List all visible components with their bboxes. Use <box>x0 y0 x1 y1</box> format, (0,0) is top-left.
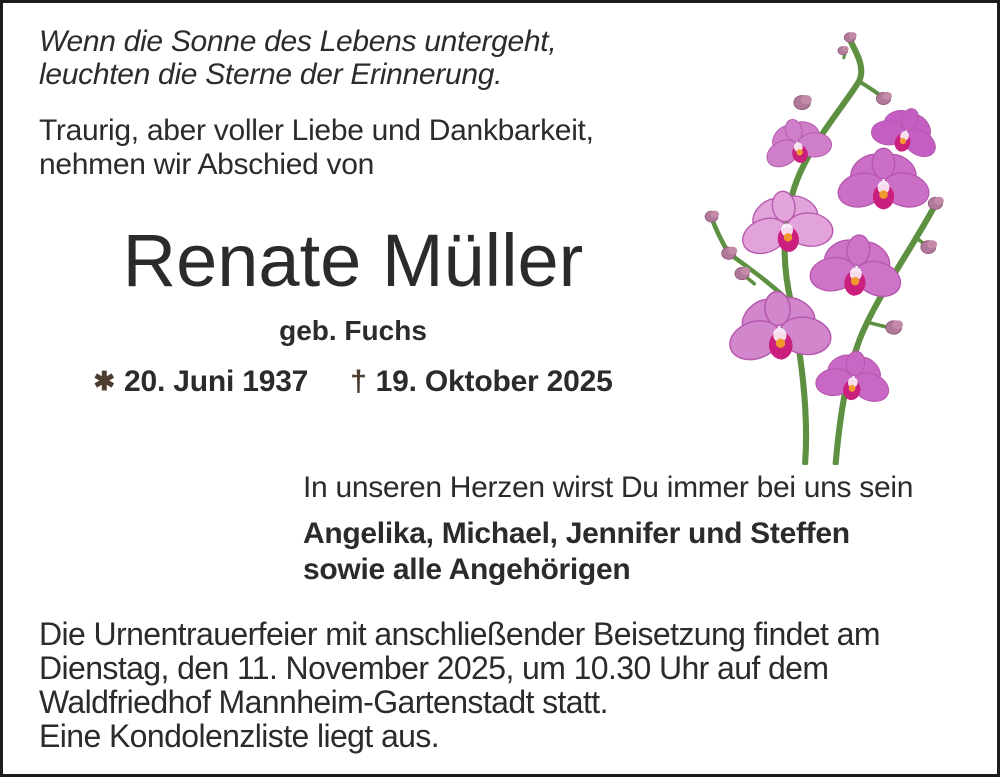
birth-star-icon: ✱ <box>93 366 115 396</box>
memorial-quote <box>39 25 556 91</box>
maiden-name: geb. Fuchs <box>279 315 427 346</box>
funeral-info <box>39 617 880 753</box>
mourners-line2: sowie alle Angehörigen <box>303 553 631 586</box>
orchid-image <box>683 17 968 465</box>
intro-line2: nehmen wir Abschied von <box>39 148 374 181</box>
death-cross-icon: † <box>350 365 367 398</box>
life-dates <box>3 365 703 399</box>
funeral-info-line3: Waldfriedhof Mannheim-Gartenstadt statt. <box>39 684 608 720</box>
mourners <box>303 516 850 588</box>
funeral-info-line4: Eine Kondolenzliste liegt aus. <box>39 718 440 754</box>
funeral-info-line2: Dienstag, den 11. November 2025, um 10.30 Uhr auf dem <box>39 650 829 686</box>
intro-text <box>39 114 594 182</box>
death-date-group <box>350 365 612 399</box>
farewell-line: In unseren Herzen wirst Du immer bei uns sein <box>303 471 914 504</box>
mourners-line1: Angelika, Michael, Jennifer und Steffen <box>303 517 850 550</box>
birth-date-group <box>93 365 308 399</box>
deceased-name: Renate Müller <box>122 219 584 302</box>
birth-date: 20. Juni 1937 <box>123 365 309 398</box>
memorial-quote-line2: leuchten die Sterne der Erinnerung. <box>39 58 503 91</box>
intro-line1: Traurig, aber voller Liebe und Dankbarkeit, <box>39 114 594 147</box>
funeral-info-line1: Die Urnentrauerfeier mit anschließender Beisetzung findet am <box>39 616 880 652</box>
memorial-quote-line1: Wenn die Sonne des Lebens untergeht, <box>39 25 557 58</box>
death-date: 19. Oktober 2025 <box>375 365 613 398</box>
